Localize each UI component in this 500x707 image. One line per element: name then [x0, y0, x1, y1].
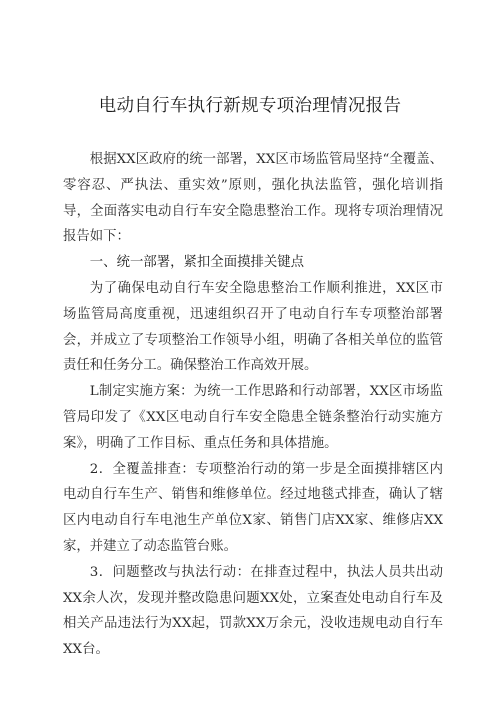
document-body — [63, 147, 443, 663]
list-item-1-paragraph: L制定实施方案：为统一工作思路和行动部署，XX区市场监管局印发了《XX区电动自行车安全隐患全链条整治行动实施方案》，明确了工作目标、重点任务和具体措施。 — [63, 384, 443, 451]
section-1-paragraph: 为了确保电动自行车安全隐患整治工作顺利推进，XX区市场监管局高度重视，迅速组织召开了电动自行车专项整治部署会，并成立了专项整治工作领导小组，明确了各相关单位的监管责任和任务分工。确保整治工作高效开展。 — [63, 280, 443, 374]
list-item-3-paragraph: 3．问题整改与执法行动：在排查过程中，执法人员共出动XX余人次，发现并整改隐患问题XX处，立案查处电动自行车及相关产品违法行为XX起，罚款XX万余元，没收违规电动自行车XX台。 — [63, 564, 443, 658]
list-item-2-paragraph: 2．全覆盖排查：专项整治行动的第一步是全面摸排辖区内电动自行车生产、销售和维修单位。经过地毯式排查，确认了辖区内电动自行车电池生产单位X家、销售门店XX家、维修店XX家，并建立了动态监管台账。 — [63, 461, 443, 554]
section-heading-1: 一、统一部署，紧扣全面摸排关键点 — [89, 255, 305, 271]
intro-paragraph: 根据XX区政府的统一部署，XX区市场监管局坚持“全覆盖、零容忍、严执法、重实效”原则，强化执法监管，强化培训指导，全面落实电动自行车安全隐患整治工作。现将专项治理情况报告如下： — [63, 152, 443, 245]
document-title: 电动自行车执行新规专项治理情况报告 — [98, 96, 402, 116]
